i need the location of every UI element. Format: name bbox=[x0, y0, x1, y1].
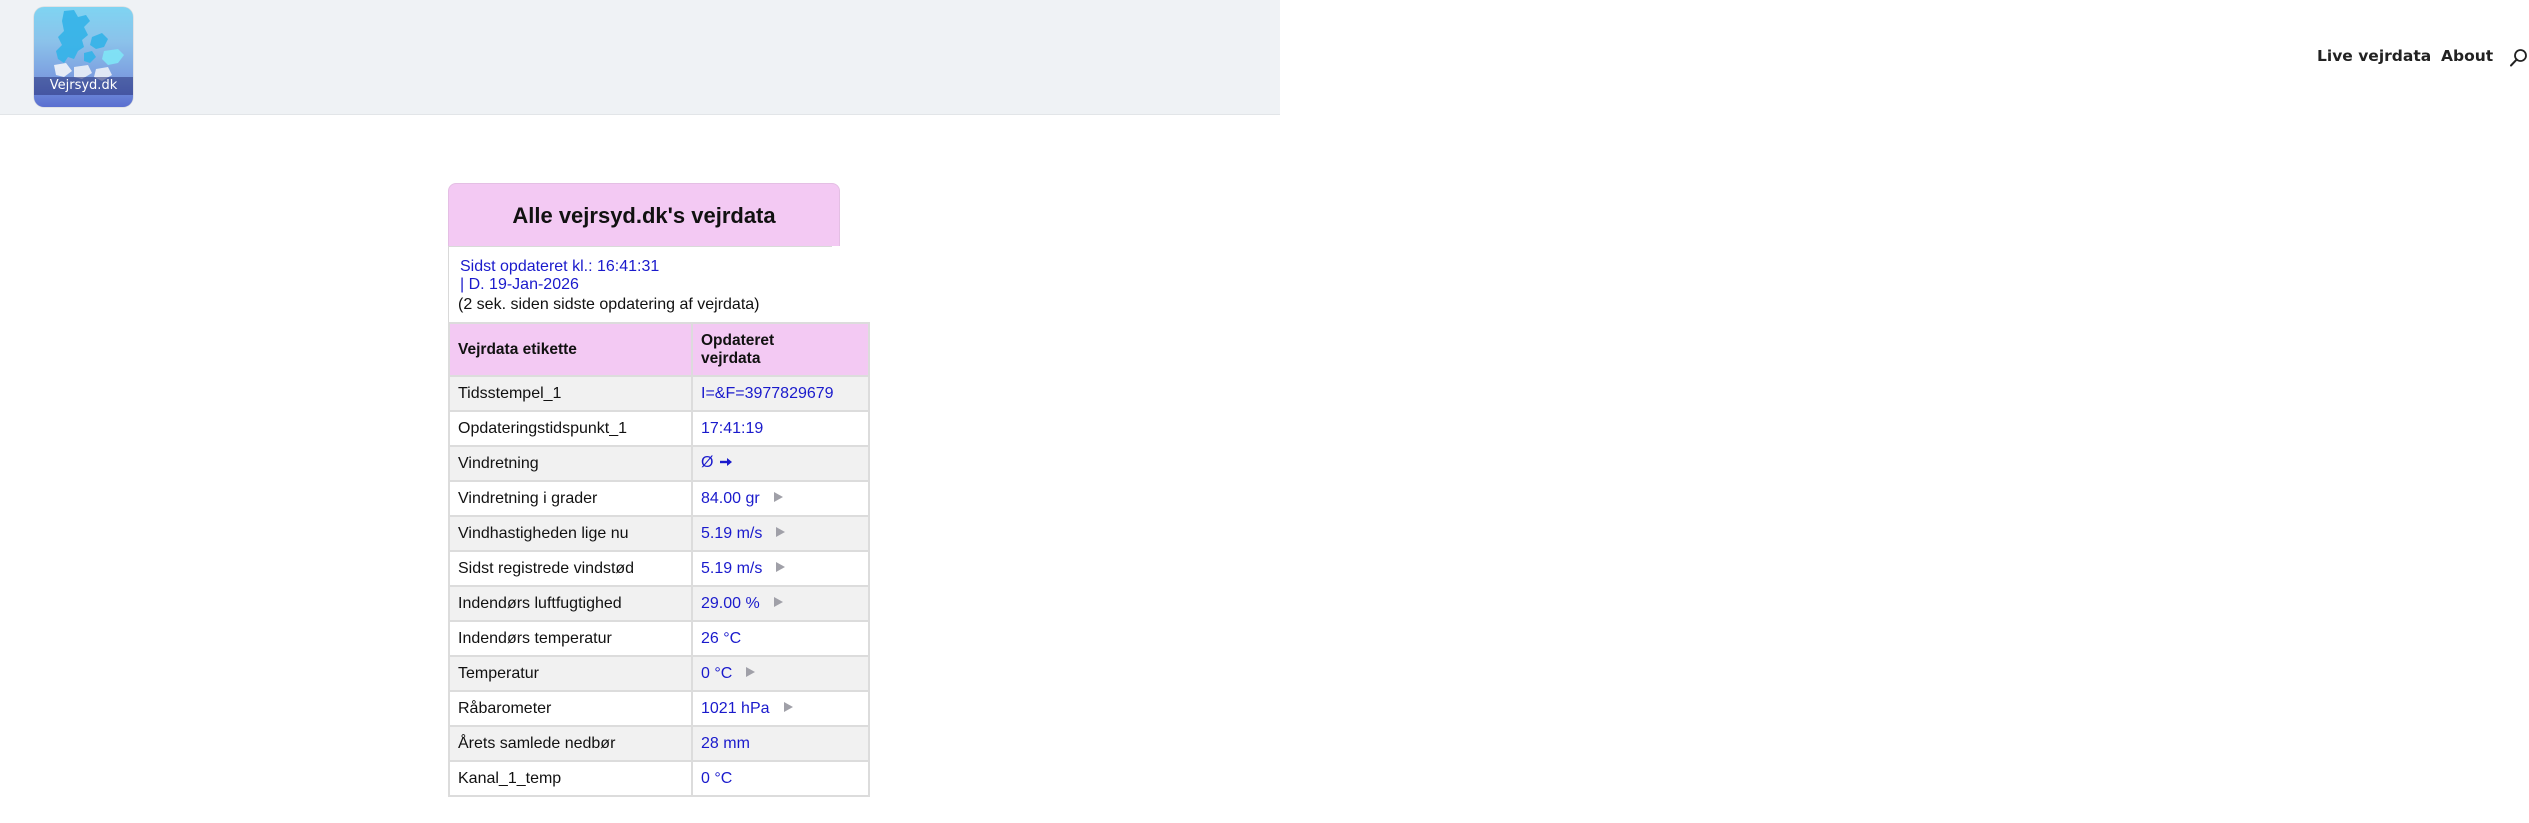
row-value bbox=[692, 726, 869, 761]
row-label: Tidsstempel_1 bbox=[449, 376, 692, 411]
row-value bbox=[692, 376, 869, 411]
row-value-text: 0 °C bbox=[701, 664, 733, 682]
row-value bbox=[692, 656, 869, 691]
site-header bbox=[0, 0, 2494, 115]
card-title: Alle vejrsyd.dk's vejrdata bbox=[448, 183, 840, 246]
last-updated-info bbox=[448, 246, 832, 322]
row-value bbox=[692, 411, 869, 446]
table-row bbox=[449, 551, 869, 586]
column-header-value-text: Opdateret vejrdata bbox=[701, 331, 775, 367]
row-label: Vindretning bbox=[449, 446, 692, 481]
row-value-text: 5.19 m/s bbox=[701, 559, 763, 577]
row-value bbox=[692, 481, 869, 516]
table-row bbox=[449, 586, 869, 621]
row-value-text: 0 °C bbox=[701, 769, 733, 787]
table-row bbox=[449, 726, 869, 761]
row-value bbox=[692, 516, 869, 551]
row-value-text: 26 °C bbox=[701, 629, 742, 647]
row-value bbox=[692, 761, 869, 796]
updated-age: (2 sek. siden sidste opdatering af vejrdata) bbox=[458, 296, 760, 313]
row-label: Temperatur bbox=[449, 656, 692, 691]
row-label: Råbarometer bbox=[449, 691, 692, 726]
row-value-text: 17:41:19 bbox=[701, 419, 764, 437]
table-row bbox=[449, 656, 869, 691]
updated-time: Sidst opdateret kl.: 16:41:31 bbox=[460, 258, 660, 275]
search-icon[interactable] bbox=[2509, 48, 2529, 68]
trend-arrow-icon bbox=[776, 527, 785, 537]
row-value bbox=[692, 586, 869, 621]
row-value-text: 29.00 % bbox=[701, 594, 760, 612]
row-value-text: Ø bbox=[701, 454, 714, 472]
trend-arrow-icon bbox=[774, 597, 783, 607]
row-value bbox=[692, 551, 869, 586]
trend-arrow-icon bbox=[774, 492, 783, 502]
row-label: Kanal_1_temp bbox=[449, 761, 692, 796]
row-value-text: 28 mm bbox=[701, 734, 750, 752]
row-label: Opdateringstidspunkt_1 bbox=[449, 411, 692, 446]
row-value-text: 84.00 gr bbox=[701, 489, 760, 507]
site-logo[interactable] bbox=[34, 7, 133, 107]
row-value-text: 1021 hPa bbox=[701, 699, 770, 717]
trend-arrow-icon bbox=[784, 702, 793, 712]
table-row bbox=[449, 691, 869, 726]
row-value-text: 5.19 m/s bbox=[701, 524, 763, 542]
trend-arrow-icon bbox=[746, 667, 755, 677]
table-row bbox=[449, 376, 869, 411]
table-row bbox=[449, 516, 869, 551]
nav-live-vejrdata[interactable]: Live vejrdata bbox=[2317, 47, 2432, 65]
updated-date: | D. 19-Jan-2026 bbox=[460, 276, 579, 293]
row-label: Årets samlede nedbør bbox=[449, 726, 692, 761]
row-value bbox=[692, 621, 869, 656]
weather-data-table bbox=[448, 322, 870, 797]
row-label: Sidst registrede vindstød bbox=[449, 551, 692, 586]
row-label: Vindhastigheden lige nu bbox=[449, 516, 692, 551]
column-header-value bbox=[692, 323, 869, 376]
weather-data-card bbox=[448, 183, 832, 823]
table-row bbox=[449, 446, 869, 481]
trend-arrow-icon bbox=[776, 562, 785, 572]
table-row bbox=[449, 761, 869, 796]
row-label: Vindretning i grader bbox=[449, 481, 692, 516]
table-header-row bbox=[449, 323, 869, 376]
row-value-text: I=&F=3977829679 bbox=[701, 384, 834, 402]
column-header-label: Vejrdata etikette bbox=[449, 323, 692, 376]
table-row bbox=[449, 621, 869, 656]
nav-about[interactable]: About bbox=[2441, 47, 2494, 65]
table-row bbox=[449, 481, 869, 516]
row-value bbox=[692, 446, 869, 481]
row-label: Indendørs luftfugtighed bbox=[449, 586, 692, 621]
logo-text: Vejrsyd.dk bbox=[34, 77, 133, 95]
row-label: Indendørs temperatur bbox=[449, 621, 692, 656]
table-row bbox=[449, 411, 869, 446]
wind-direction-arrow-icon bbox=[719, 454, 733, 472]
row-value bbox=[692, 691, 869, 726]
